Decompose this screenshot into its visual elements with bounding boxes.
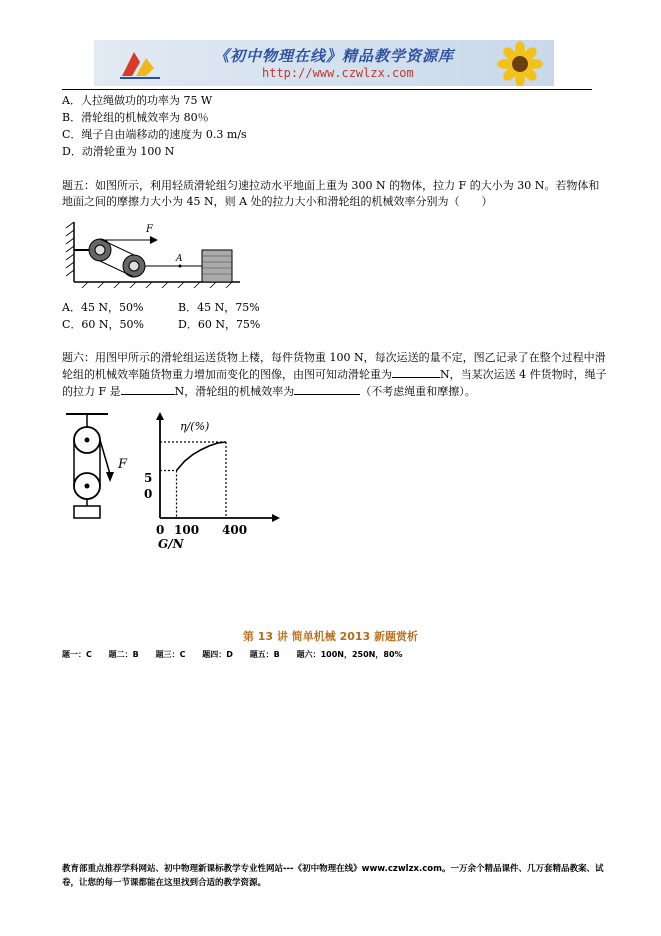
q6-text-3: N，滑轮组的机械效率为 [174,385,295,398]
q6-blank-1 [392,366,440,378]
x-tick-label-400: 400 [222,523,248,537]
q5-text: 题五：如图所示，利用轻质滑轮组匀速拉动水平地面上重为 300 N 的物体，拉力 F 的大小为 30 N。若物体和地面之间的摩擦力大小为 45 N，则 A 处的拉力大小和滑轮组的机械效率分别为（ ） [62,179,600,208]
y-axis-arrow [156,412,164,420]
q6-blank-3 [294,383,360,395]
page-footer: 教育部重点推荐学科网站、初中物理新课标教学专业性网站---《初中物理在线》www.czwlzx.com。一万余个精品课件、几万套精品教案、试卷，让您的每一节课都能在这里找到合适的教学资源。 [62,864,604,888]
efficiency-chart [140,410,290,550]
x-axis-arrow [272,514,280,522]
prev-option-d: D．动滑轮重为 100 N [62,145,175,158]
q6-pulley-figure [62,410,142,522]
prev-option-b: B．滑轮组的机械效率为 80％ [62,111,209,124]
q6-text-2: N，当某次运送 4 件货物时，绳子的拉力 F 是 [62,368,607,398]
section-title: 第 13 讲 简单机械 2013 新题赏析 [242,630,419,643]
q5-fig-label-a: A [176,254,183,264]
q5-option-a: A．45 N，50% [62,301,144,314]
y-tick-label-2: 0 [144,487,153,501]
y-tick-label-1: 5 [144,471,153,485]
q6-text [62,350,607,400]
q5-option-c: C．60 N，50% [62,318,144,331]
q6-fig-label-f: F [118,457,128,472]
q6-text-4: （不考虑绳重和摩擦）。 [360,385,476,398]
q5-option-d: D．60 N，75% [178,318,261,331]
x-tick-label-0: 0 [156,523,165,537]
answer-1: 题一：C [62,650,92,659]
prev-option-c: C．绳子自由端移动的速度为 0.3 m/s [62,128,247,141]
header-banner [94,40,554,86]
banner-url[interactable]: http://www.czwlzx.com [262,66,414,80]
answer-4: 题四：D [202,650,233,659]
answer-5: 题五：B [249,650,280,659]
y-axis-label: η/(%) [180,420,210,433]
answer-2: 题二：B [108,650,139,659]
logo-icon [116,46,164,82]
q5-pulley-figure [62,218,242,290]
x-axis-label: G/N [158,537,184,550]
banner-title: 《初中物理在线》精品教学资源库 [214,47,455,65]
q5-option-b: B．45 N，75% [178,301,260,314]
answer-list [62,649,417,660]
answer-6: 题六：100N，250N，80% [296,650,403,659]
prev-option-a: A．人拉绳做功的功率为 75 W [62,94,213,107]
answer-3: 题三：C [155,650,186,659]
efficiency-curve [177,442,227,471]
sunflower-icon [486,40,554,86]
x-tick-label-100: 100 [174,523,200,537]
q5-fig-label-f: F [146,224,153,235]
header-rule [62,89,592,90]
q6-blank-2 [121,383,175,395]
q6-text-1: 题六：用图甲所示的滑轮组运送货物上楼，每件货物重 100 N，每次运送的量不定，图乙记录了在整个过程中滑轮组的机械效率随货物重力增加而变化的图像，由图可知动滑轮重为 [62,351,606,381]
